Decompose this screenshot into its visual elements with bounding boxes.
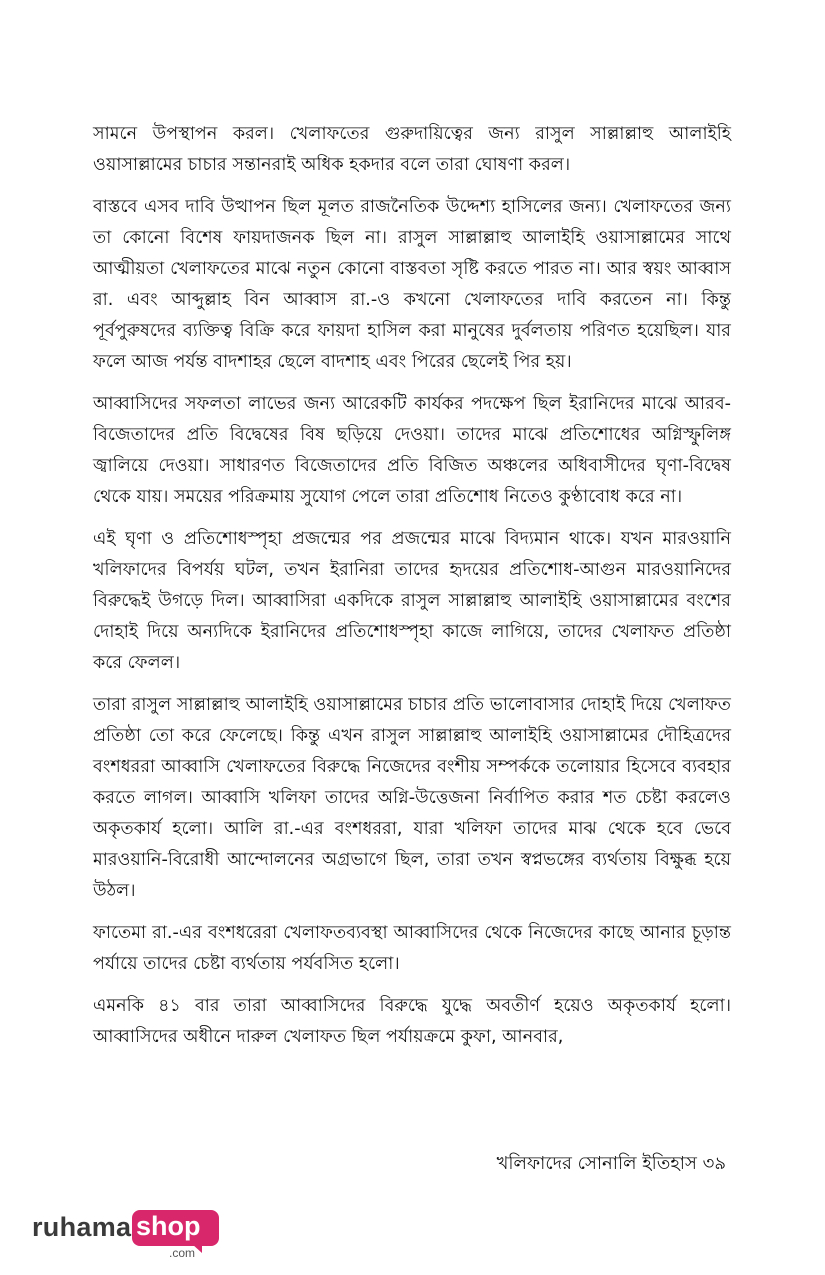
ruhamashop-logo	[32, 1210, 232, 1260]
paragraph-4: এই ঘৃণা ও প্রতিশোধস্পৃহা প্রজন্মের পর প্রজন্মের মাঝে বিদ্যমান থাকে। যখন মারওয়ানি খলিফাদের বিপর্যয় ঘটল, তখন ইরানিরা তাদের হৃদয়ের প্রতিশোধ-আগুন মারওয়ানিদের বিরুদ্ধেই উগড়ে দিল। আব্বাসিরা একদিকে রাসুল সাল্লাল্লাহু আলাইহি ওয়াসাল্লামের বংশের দোহাই দিয়ে অন্যদিকে ইরানিদের প্রতিশোধস্পৃহা কাজে লাগিয়ে, তাদের খেলাফত প্রতিষ্ঠা করে ফেলল।	[93, 529, 731, 673]
logo-name-text: ruhama	[32, 1212, 132, 1242]
paragraph-2: বাস্তবে এসব দাবি উত্থাপন ছিল মূলত রাজনৈতিক উদ্দেশ্য হাসিলের জন্য। খেলাফতের জন্য তা কোনো বিশেষ ফায়দাজনক ছিল না। রাসুল সাল্লাল্লাহু আলাইহি ওয়াসাল্লামের সাথে আত্মীয়তা খেলাফতের মাঝে নতুন কোনো বাস্তবতা সৃষ্টি করতে পারত না। আর স্বয়ং আব্বাস রা. এবং আব্দুল্লাহ বিন আব্বাস রা.-ও কখনো খেলাফতের দাবি করতেন না। কিন্তু পূর্বপুরুষদের ব্যক্তিত্ব বিক্রি করে ফায়দা হাসিল করা মানুষের দুর্বলতায় পরিণত হয়েছিল। যার ফলে আজ পর্যন্ত বাদশাহর ছেলে বাদশাহ এবং পিরের ছেলেই পির হয়।	[93, 197, 731, 372]
running-footer-title: খলিফাদের সোনালি ইতিহাস ৩৯	[496, 1153, 726, 1174]
paragraph-7: এমনকি ৪১ বার তারা আব্বাসিদের বিরুদ্ধে যুদ্ধে অবতীর্ণ হয়েও অকৃতকার্য হলো। আব্বাসিদের অধীনে দারুল খেলাফত ছিল পর্যায়ক্রমে কুফা, আনবার,	[93, 996, 731, 1047]
logo-domain-text: .com	[169, 1246, 196, 1260]
logo-shop-text: shop	[136, 1211, 201, 1241]
book-page-body	[93, 119, 731, 1064]
paragraph-3: আব্বাসিদের সফলতা লাভের জন্য আরেকটি কার্যকর পদক্ষেপ ছিল ইরানিদের মাঝে আরব-বিজেতাদের প্রতি বিদ্বেষের বিষ ছড়িয়ে দেওয়া। তাদের মাঝে প্রতিশোধের অগ্নিস্ফুলিঙ্গ জ্বালিয়ে দেওয়া। সাধারণত বিজেতাদের প্রতি বিজিত অঞ্চলের অধিবাসীদের ঘৃণা-বিদ্বেষ থেকে যায়। সময়ের পরিক্রমায় সুযোগ পেলে তারা প্রতিশোধ নিতেও কুণ্ঠাবোধ করে না।	[93, 394, 731, 507]
paragraph-6: ফাতেমা রা.-এর বংশধরেরা খেলাফতব্যবস্থা আব্বাসিদের থেকে নিজেদের কাছে আনার চূড়ান্ত পর্যায়ে তাদের চেষ্টা ব্যর্থতায় পর্যবসিত হলো।	[93, 923, 731, 974]
paragraph-1: সামনে উপস্থাপন করল। খেলাফতের গুরুদায়িত্বের জন্য রাসুল সাল্লাল্লাহু আলাইহি ওয়াসাল্লামের চাচার সন্তানরাই অধিক হকদার বলে তারা ঘোষণা করল।	[93, 124, 731, 175]
paragraph-5: তারা রাসুল সাল্লাল্লাহু আলাইহি ওয়াসাল্লামের চাচার প্রতি ভালোবাসার দোহাই দিয়ে খেলাফত প্রতিষ্ঠা তো করে ফেলেছে। কিন্তু এখন রাসুল সাল্লাল্লাহু আলাইহি ওয়াসাল্লামের দৌহিত্রদের বংশধররা আব্বাসি খেলাফতের বিরুদ্ধে নিজেদের বংশীয় সম্পর্ককে তলোয়ার হিসেবে ব্যবহার করতে লাগল। আব্বাসি খলিফা তাদের অগ্নি-উত্তেজনা নির্বাপিত করার শত চেষ্টা করলেও অকৃতকার্য হলো। আলি রা.-এর বংশধররা, যারা খলিফা তাদের মাঝ থেকে হবে ভেবে মারওয়ানি-বিরোধী আন্দোলনের অগ্রভাগে ছিল, তারা তখন স্বপ্নভঙ্গের ব্যর্থতায় বিক্ষুব্ধ হয়ে উঠল।	[93, 695, 731, 901]
